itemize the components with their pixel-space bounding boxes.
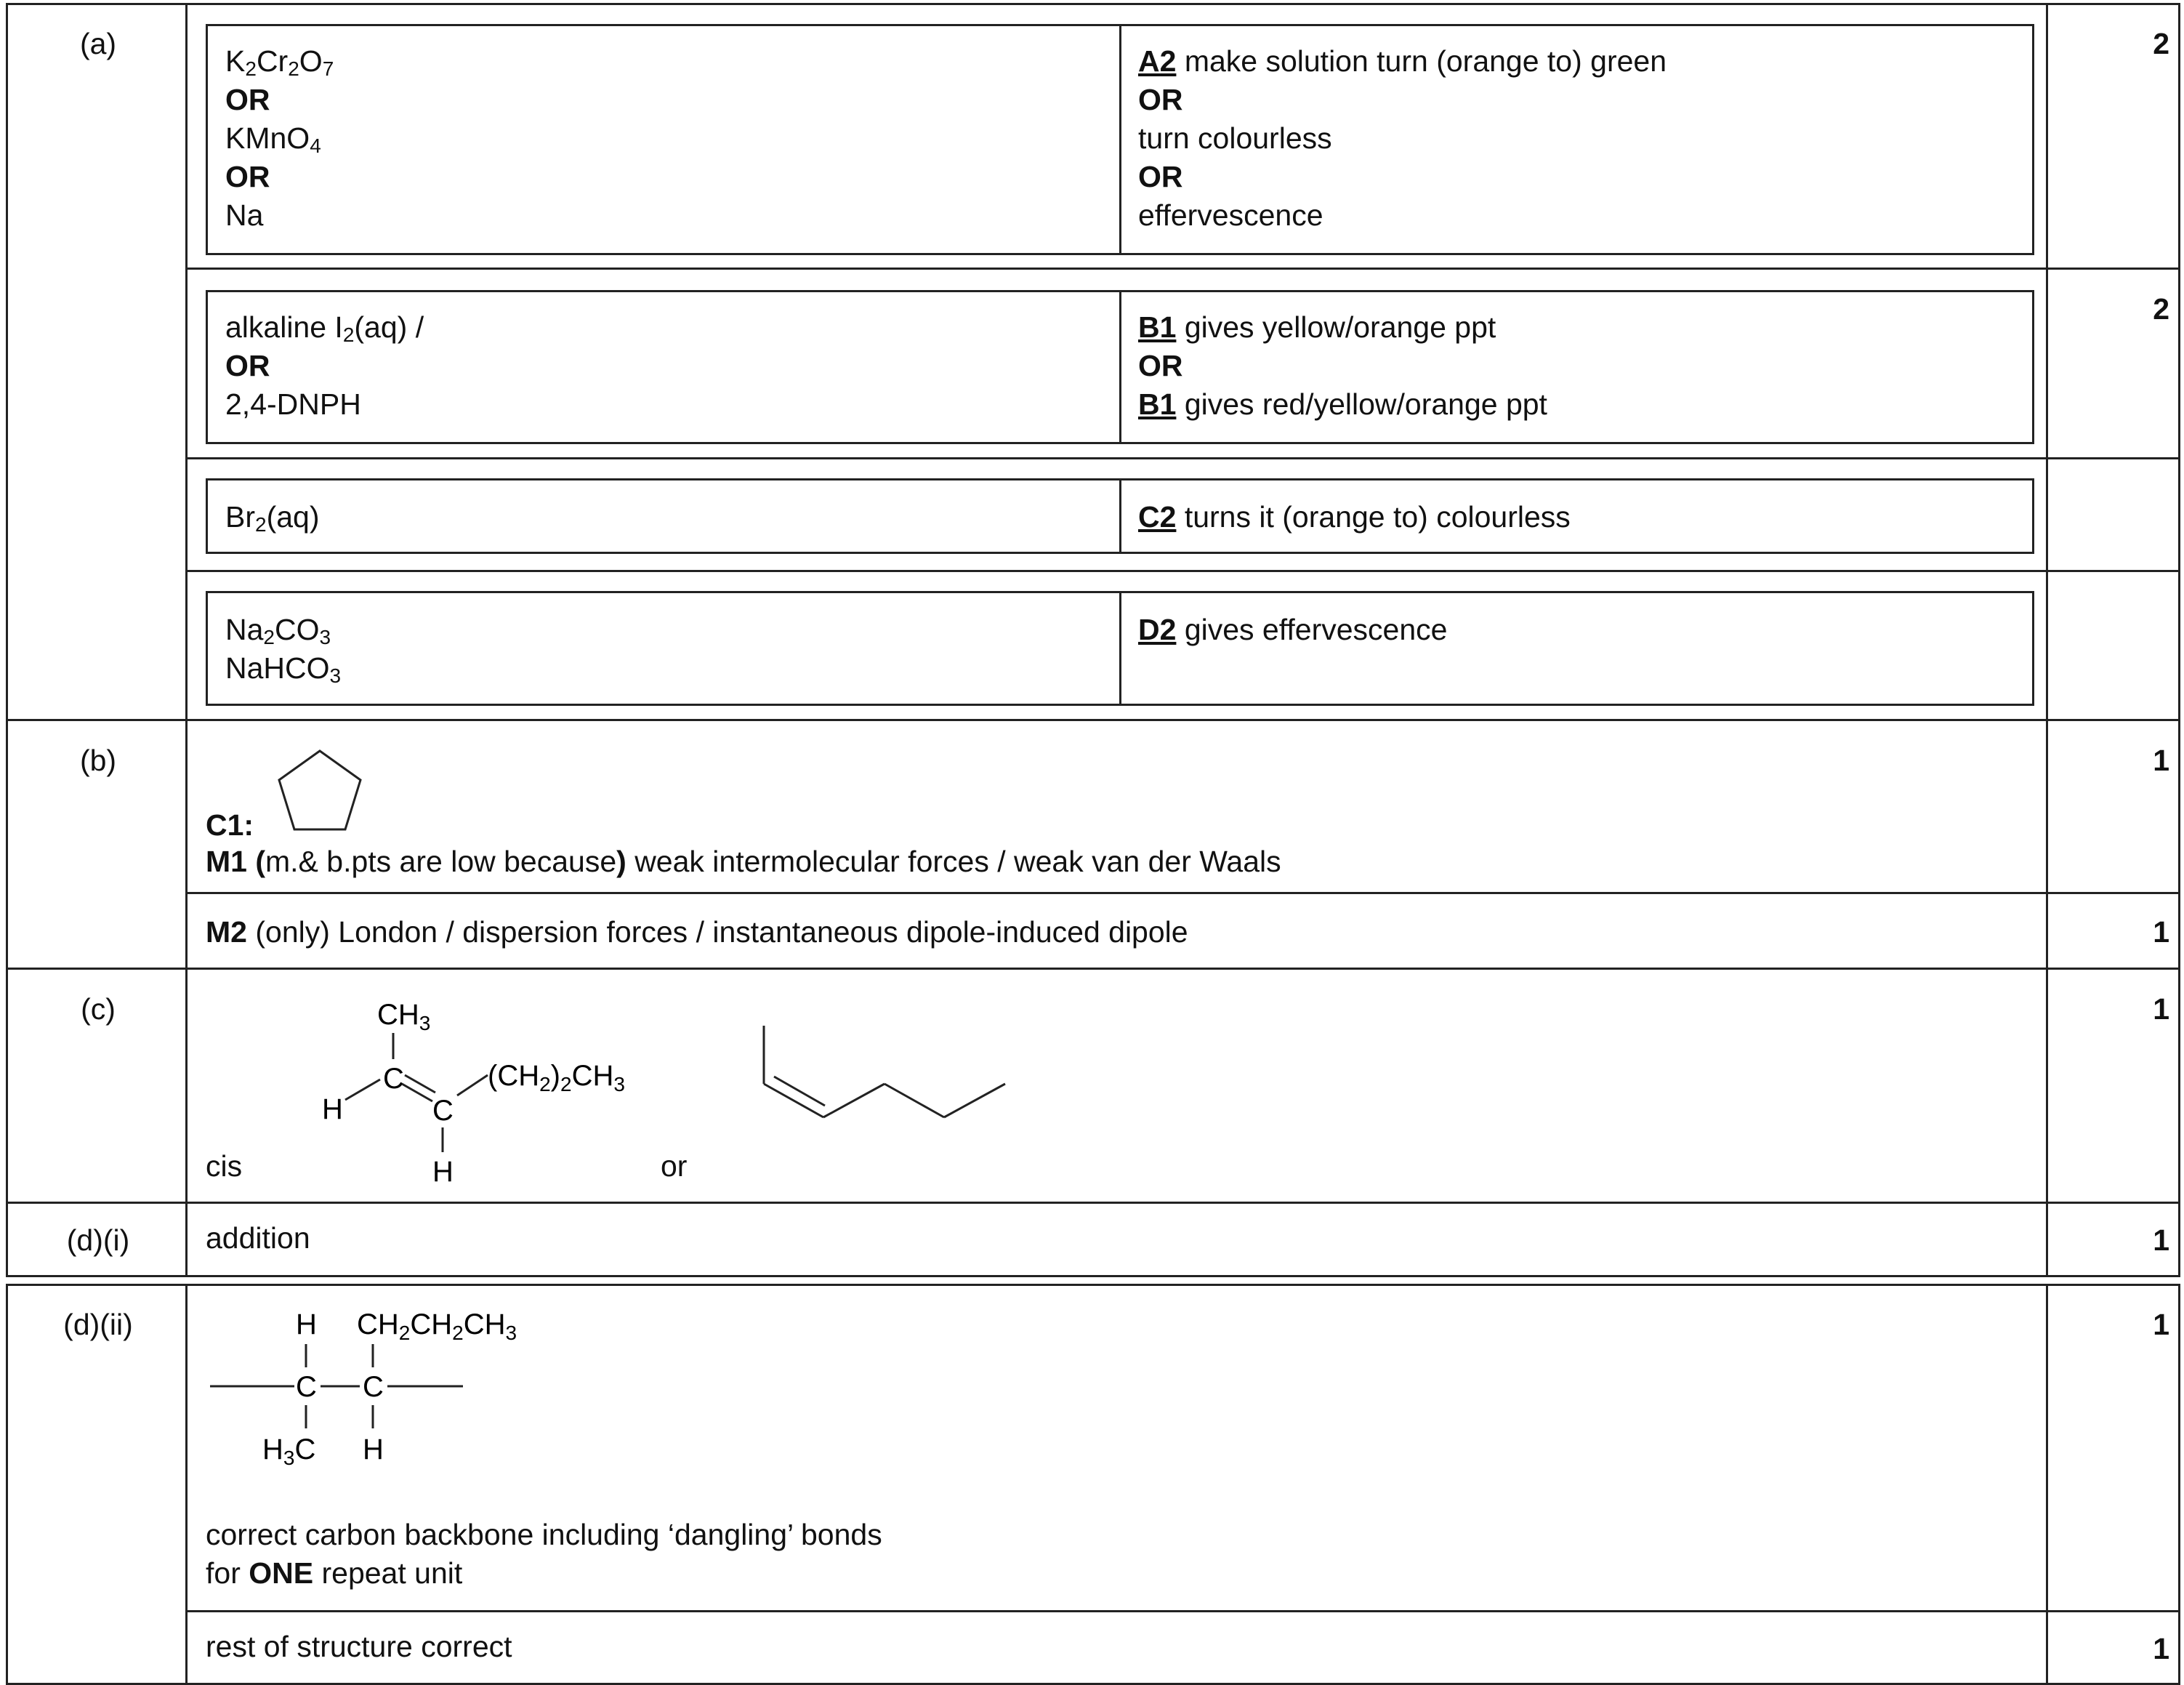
backbone-line-1: correct carbon backbone including ‘dangling’ bonds xyxy=(206,1518,882,1551)
reagent-4-cell: $Na_2CO_3$ NaHCO$_3$ xyxy=(225,613,342,687)
svg-text:CH2CH2CH3: $CH_2CH_2CH_3$ xyxy=(357,1308,517,1344)
observation-4-cell: D2 gives effervescence xyxy=(1138,613,1448,646)
observation-1-cell: A2 make solution turn (orange to) green OR turn colourless OR effervescence xyxy=(1138,44,1667,232)
backbone-line-2: for ONE repeat unit xyxy=(206,1556,463,1590)
part-dii-row xyxy=(6,1284,2180,1685)
part-di-row xyxy=(6,1202,2180,1277)
svg-text:C: C xyxy=(383,1063,404,1095)
reagent-box-4 xyxy=(206,591,2034,706)
observation-2-cell: B1 gives yellow/orange ppt OR B1 gives red/yellow/orange ppt xyxy=(1138,310,1547,421)
reagent-box-2 xyxy=(206,290,2034,444)
skeletal-cis-hex-2-ene-structure xyxy=(757,1018,1018,1127)
svg-text:H: H xyxy=(322,1093,343,1125)
part-c-row xyxy=(6,968,2180,1204)
addition-text: addition xyxy=(206,1221,310,1255)
or-label: or xyxy=(661,1149,688,1183)
part-c-label: (c) xyxy=(81,992,116,1026)
cis-label: cis xyxy=(206,1149,243,1183)
part-a-label: (a) xyxy=(79,27,117,60)
m2-text: M2 (only) London / dispersion forces / instantaneous dipole-induced dipole xyxy=(206,915,1188,949)
part-a-row xyxy=(6,3,2180,721)
svg-text:(CH2)2CH3: $(CH_2)_2CH_3$ xyxy=(488,1060,625,1095)
svg-text:CH3: $CH_3$ xyxy=(377,999,431,1034)
svg-text:H: H xyxy=(432,1156,454,1186)
cyclopentane-structure xyxy=(273,747,367,837)
c1-label: C1: xyxy=(206,808,254,842)
part-di-mark: 1 xyxy=(2153,1223,2169,1257)
part-dii-mark-1: 1 xyxy=(2153,1308,2169,1341)
reagent-3-cell: $Br_2(aq)$ xyxy=(225,500,320,536)
reagent-1-cell: $K_2Cr_2O_7$ OR KMnO$_4$ OR Na xyxy=(225,44,334,232)
svg-text:H: H xyxy=(296,1308,317,1340)
svg-text:C: C xyxy=(432,1095,454,1127)
m1-text: M1 (m.& b.pts are low because) weak intermolecular forces / weak van der Waals xyxy=(206,845,1281,878)
part-dii-mark-2: 1 xyxy=(2153,1632,2169,1665)
svg-text:H3C: $H_3C$ xyxy=(262,1433,316,1468)
part-b-label: (b) xyxy=(79,744,117,777)
svg-text:C: C xyxy=(296,1371,317,1403)
part-b-mark-2: 1 xyxy=(2153,915,2169,949)
svg-text:H: H xyxy=(363,1433,384,1465)
part-di-label: (d)(i) xyxy=(66,1223,130,1257)
part-b-row xyxy=(6,719,2180,970)
reagent-box-1 xyxy=(206,24,2034,255)
svg-text:C: C xyxy=(363,1371,384,1403)
rest-of-structure-text: rest of structure correct xyxy=(206,1630,512,1663)
reagent-2-cell: alkaline $I_2(aq)$ / OR 2,4-DNPH xyxy=(225,310,424,421)
observation-3-cell: C2 turns it (orange to) colourless xyxy=(1138,500,1571,534)
part-c-mark: 1 xyxy=(2153,992,2169,1026)
part-a-mark-2: 2 xyxy=(2153,292,2169,326)
reagent-box-3 xyxy=(206,478,2034,554)
part-b-mark-1: 1 xyxy=(2153,744,2169,777)
part-dii-label: (d)(ii) xyxy=(63,1308,133,1341)
part-a-mark-1: 2 xyxy=(2153,27,2169,60)
polymer-repeat-unit-structure xyxy=(204,1300,582,1468)
cis-hex-2-ene-structure xyxy=(313,989,662,1186)
